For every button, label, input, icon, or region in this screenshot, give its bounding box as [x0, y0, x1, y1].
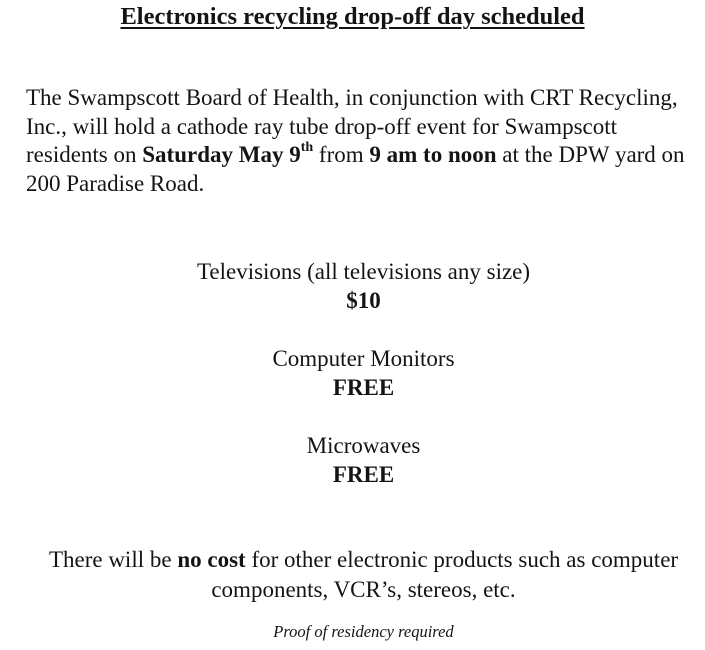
- item-cost: FREE: [332, 375, 395, 400]
- page-title: Electronics recycling drop-off day scheduled: [120, 3, 585, 30]
- intro-text-location: at the DPW yard on 200 Paradise Road.: [26, 142, 685, 196]
- item-name: Computer Monitors: [272, 346, 455, 371]
- event-date-suffix: th: [300, 140, 314, 156]
- note-text-rest: for other electronic products such as computer components, VCR’s, stereos, etc.: [211, 547, 679, 602]
- price-item-computer-monitors: [0, 344, 705, 402]
- intro-text-from: from: [313, 142, 370, 167]
- item-cost: FREE: [332, 462, 395, 487]
- item-cost: $10: [346, 288, 381, 313]
- intro-paragraph: [26, 84, 701, 198]
- residency-footnote: Proof of residency required: [273, 622, 454, 641]
- item-name: Televisions (all televisions any size): [196, 259, 531, 284]
- price-item-microwaves: [0, 431, 705, 489]
- event-date-text: Saturday May 9: [142, 142, 301, 167]
- no-cost-note: [0, 545, 705, 604]
- note-emphasis: no cost: [177, 547, 246, 572]
- note-text: There will be: [48, 547, 178, 572]
- intro-text: The Swampscott Board of Health, in conjunction with CRT Recycling, Inc., will hold a cathode ray tube drop-off event for Swampscott residents on: [26, 85, 678, 167]
- price-item-televisions: [0, 257, 705, 315]
- item-name: Microwaves: [306, 433, 421, 458]
- event-time: 9 am to noon: [369, 142, 497, 167]
- event-date: [142, 142, 313, 167]
